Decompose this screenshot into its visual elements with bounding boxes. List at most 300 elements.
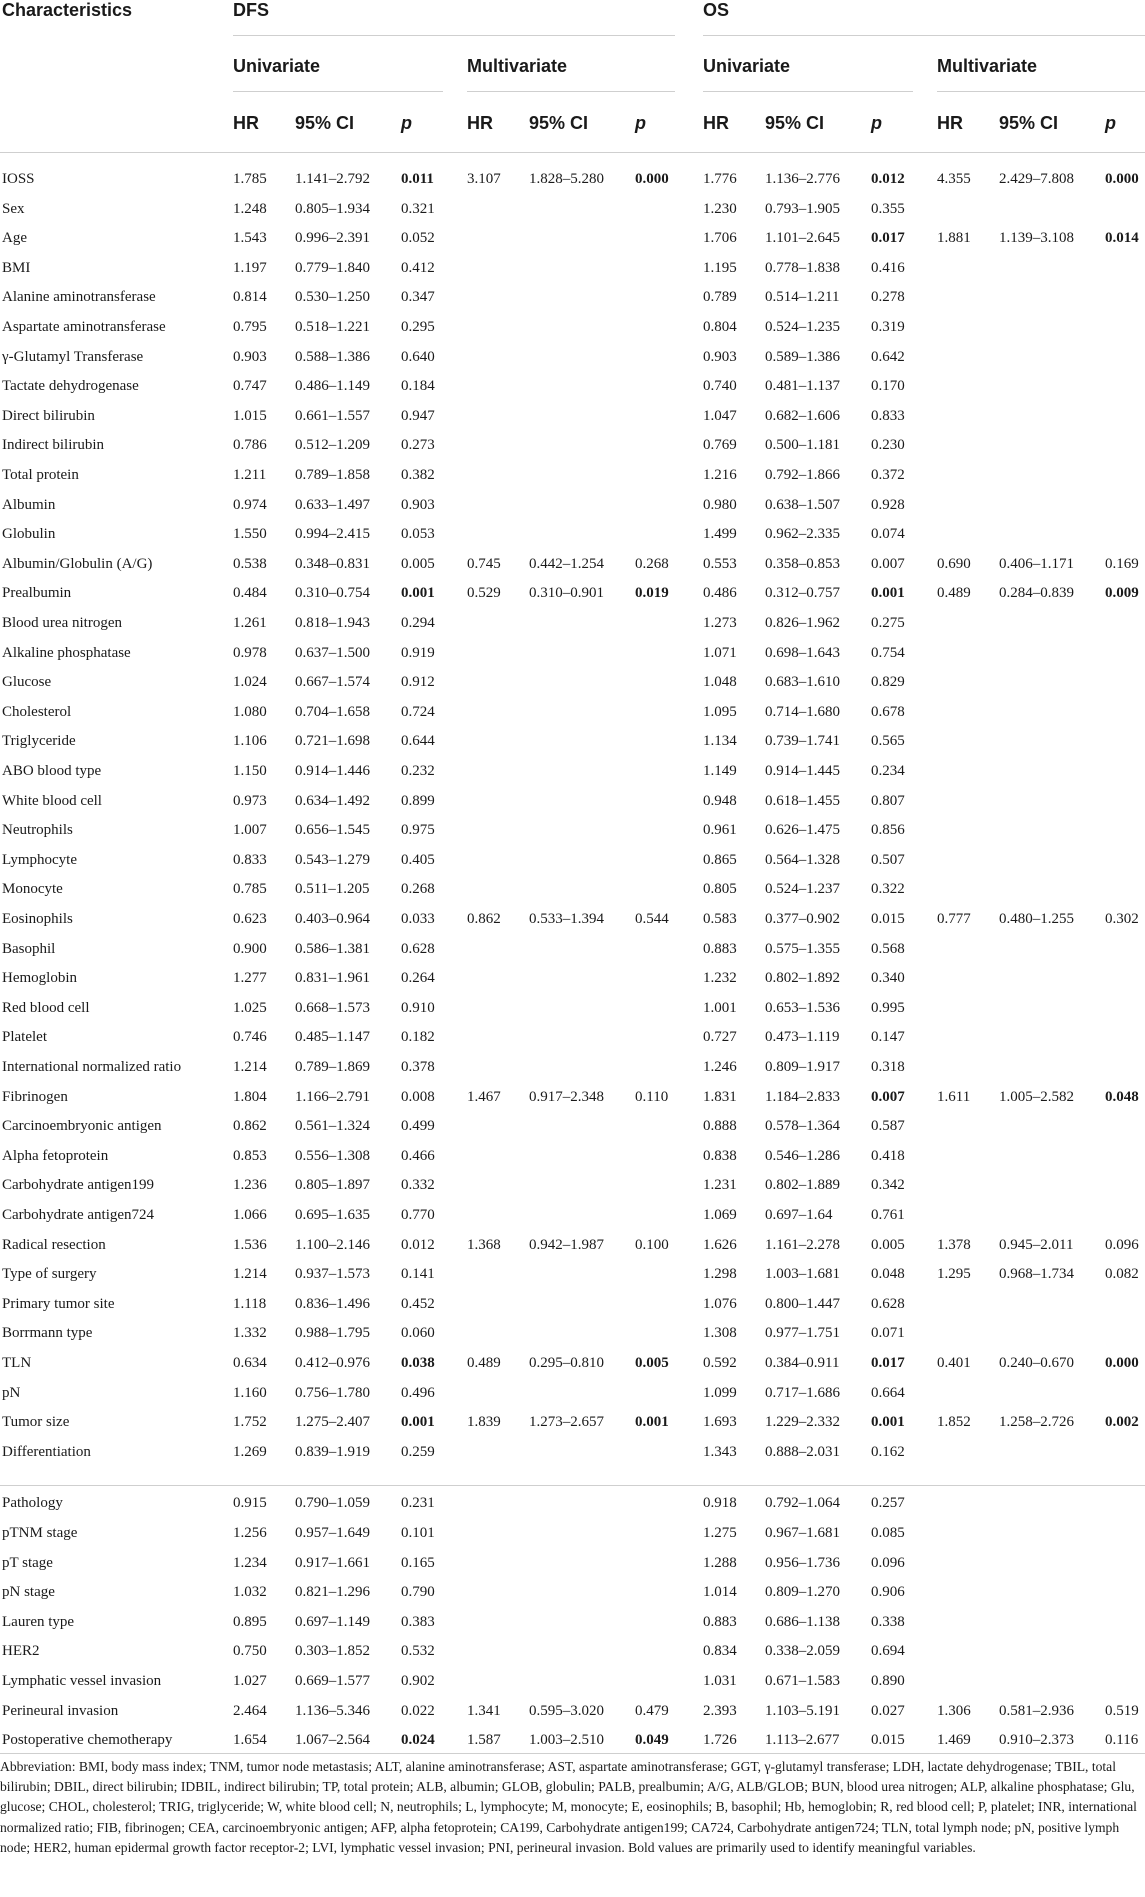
u1-p-cell: 0.644 (401, 733, 435, 750)
row-label: Alkaline phosphatase (2, 644, 131, 661)
row-label: ABO blood type (2, 763, 102, 779)
u1-ci-cell: 0.957–1.649 (295, 1525, 370, 1541)
u2-p-cell: 0.001 (871, 585, 905, 602)
table-row (0, 342, 1145, 371)
u2-p-cell: 0.418 (871, 1147, 905, 1164)
u1-p-cell: 0.947 (401, 407, 435, 424)
rule-os-group (703, 35, 1145, 36)
u1-ci-cell: 0.661–1.557 (295, 407, 370, 424)
u1-ci-cell: 0.704–1.658 (295, 703, 370, 720)
u2-hr-cell: 1.048 (703, 674, 737, 691)
table-row (0, 1200, 1145, 1229)
row-label: Hemoglobin (2, 970, 77, 987)
u2-ci-cell: 0.686–1.138 (765, 1613, 840, 1630)
table-row (0, 1437, 1145, 1466)
u1-ci-cell: 0.836–1.496 (295, 1295, 370, 1312)
u1-ci-cell: 0.994–2.415 (295, 526, 370, 543)
u2-hr-cell: 1.216 (703, 467, 737, 483)
u2-ci-cell: 0.578–1.364 (765, 1118, 840, 1135)
u1-p-cell: 0.008 (401, 1088, 435, 1105)
u1-p-cell: 0.903 (401, 496, 435, 513)
table-row (0, 1548, 1145, 1577)
m2-ci-cell: 2.429–7.808 (999, 171, 1074, 187)
rule-dfs-multivariate (467, 91, 675, 92)
row-label: Basophil (2, 940, 56, 957)
u1-ci-cell: 0.543–1.279 (295, 851, 370, 868)
u2-ci-cell: 0.626–1.475 (765, 822, 840, 839)
row-label: Age (2, 230, 27, 247)
u1-hr-cell: 1.543 (233, 230, 267, 247)
u1-ci-cell: 0.789–1.858 (295, 467, 370, 483)
u1-p-cell: 0.001 (401, 1414, 435, 1431)
m1-p-cell: 0.268 (635, 555, 669, 572)
row-label: Alanine aminotransferase (2, 289, 156, 306)
subheader-hr: HR (937, 113, 963, 133)
u2-p-cell: 0.048 (871, 1266, 905, 1283)
u2-hr-cell: 0.883 (703, 940, 737, 957)
row-label: TLN (2, 1355, 32, 1371)
u1-p-cell: 0.232 (401, 763, 435, 779)
u2-p-cell: 0.017 (871, 1355, 905, 1371)
table-row (0, 608, 1145, 637)
u1-ci-cell: 1.166–2.791 (295, 1088, 370, 1105)
m2-hr-cell: 1.469 (937, 1732, 971, 1749)
u2-p-cell: 0.342 (871, 1177, 905, 1194)
u2-ci-cell: 1.003–1.681 (765, 1266, 840, 1283)
m1-ci-cell: 1.273–2.657 (529, 1414, 604, 1431)
u1-p-cell: 0.912 (401, 674, 435, 691)
m2-ci-cell: 0.581–2.936 (999, 1702, 1074, 1719)
u1-p-cell: 0.182 (401, 1029, 435, 1046)
u2-p-cell: 0.678 (871, 703, 905, 720)
row-label: Glucose (2, 674, 52, 691)
u2-p-cell: 0.085 (871, 1525, 905, 1541)
u1-hr-cell: 1.150 (233, 763, 267, 779)
row-label: Primary tumor site (2, 1295, 115, 1312)
row-label: Tumor size (2, 1414, 70, 1431)
header-dfs: DFS (233, 0, 269, 20)
m1-hr-cell: 0.489 (467, 1355, 501, 1371)
m2-hr-cell: 1.295 (937, 1266, 971, 1283)
table-row (0, 1230, 1145, 1259)
u2-p-cell: 0.565 (871, 733, 905, 750)
u2-p-cell: 0.856 (871, 822, 905, 839)
table-row (0, 1289, 1145, 1318)
u1-ci-cell: 0.756–1.780 (295, 1384, 370, 1401)
u2-hr-cell: 0.883 (703, 1613, 737, 1630)
table-row (0, 1666, 1145, 1695)
u2-p-cell: 0.754 (871, 644, 905, 661)
m1-p-cell: 0.544 (635, 911, 669, 927)
header-dfs-univariate: Univariate (233, 56, 321, 76)
u2-hr-cell: 1.288 (703, 1554, 737, 1571)
m1-ci-cell: 0.917–2.348 (529, 1088, 604, 1105)
u2-hr-cell: 0.980 (703, 496, 737, 513)
u1-ci-cell: 0.634–1.492 (295, 792, 370, 809)
m2-p-cell: 0.519 (1105, 1702, 1139, 1719)
table-row (0, 667, 1145, 696)
u1-hr-cell: 1.248 (233, 200, 267, 217)
u1-p-cell: 0.532 (401, 1643, 435, 1660)
m2-p-cell: 0.002 (1105, 1414, 1139, 1431)
row-label: Pathology (2, 1495, 63, 1512)
u1-hr-cell: 1.214 (233, 1059, 267, 1075)
u1-ci-cell: 1.141–2.792 (295, 171, 370, 187)
u1-hr-cell: 0.785 (233, 881, 267, 898)
u1-p-cell: 0.273 (401, 437, 435, 454)
u1-ci-cell: 0.485–1.147 (295, 1029, 370, 1046)
u2-hr-cell: 0.592 (703, 1355, 737, 1371)
u2-ci-cell: 0.683–1.610 (765, 674, 840, 691)
u2-p-cell: 0.147 (871, 1029, 905, 1046)
table-row (0, 490, 1145, 519)
table-row (0, 904, 1145, 933)
u2-hr-cell: 0.769 (703, 437, 737, 454)
u2-ci-cell: 1.184–2.833 (765, 1088, 840, 1105)
u2-hr-cell: 1.706 (703, 230, 737, 247)
table-row (0, 726, 1145, 755)
table-row (0, 223, 1145, 252)
u2-p-cell: 0.275 (871, 615, 905, 631)
u1-hr-cell: 1.277 (233, 970, 267, 987)
u1-ci-cell: 0.805–1.934 (295, 200, 370, 217)
u2-ci-cell: 0.800–1.447 (765, 1295, 840, 1312)
subheader-ci: 95% CI (765, 113, 825, 133)
u2-ci-cell: 0.575–1.355 (765, 940, 840, 957)
u2-ci-cell: 0.714–1.680 (765, 703, 840, 720)
u2-ci-cell: 0.682–1.606 (765, 407, 840, 424)
u2-p-cell: 0.507 (871, 851, 905, 868)
u1-hr-cell: 1.118 (233, 1295, 267, 1312)
row-label: Alpha fetoprotein (2, 1147, 109, 1164)
m1-hr-cell: 0.529 (467, 585, 501, 602)
u1-p-cell: 0.022 (401, 1702, 435, 1719)
u1-p-cell: 0.141 (401, 1266, 435, 1283)
u1-p-cell: 0.001 (401, 585, 435, 602)
m2-ci-cell: 1.139–3.108 (999, 230, 1074, 247)
m2-ci-cell: 0.945–2.011 (999, 1236, 1074, 1253)
u1-ci-cell: 1.136–5.346 (295, 1702, 370, 1719)
header-characteristics: Characteristics (2, 0, 133, 20)
u1-hr-cell: 0.750 (233, 1643, 267, 1660)
u1-p-cell: 0.412 (401, 259, 435, 276)
u1-hr-cell: 1.804 (233, 1088, 267, 1105)
u2-hr-cell: 1.047 (703, 407, 737, 424)
u2-hr-cell: 1.230 (703, 200, 737, 217)
u2-p-cell: 0.807 (871, 792, 905, 809)
rule-table-bottom (0, 1753, 1145, 1754)
u2-ci-cell: 0.809–1.270 (765, 1584, 840, 1601)
u2-p-cell: 0.230 (871, 437, 905, 454)
table-row (0, 253, 1145, 282)
u2-ci-cell: 1.101–2.645 (765, 230, 840, 247)
u2-ci-cell: 0.778–1.838 (765, 259, 840, 276)
u2-hr-cell: 1.626 (703, 1236, 737, 1253)
subheader-hr: HR (703, 113, 729, 133)
u1-hr-cell: 1.197 (233, 259, 267, 276)
u1-p-cell: 0.378 (401, 1059, 435, 1075)
u2-hr-cell: 1.343 (703, 1443, 737, 1460)
u2-hr-cell: 0.727 (703, 1029, 737, 1046)
table-row (0, 1577, 1145, 1606)
row-label: IOSS (2, 171, 35, 187)
row-label: Carbohydrate antigen199 (2, 1177, 155, 1194)
u2-p-cell: 0.694 (871, 1643, 905, 1660)
row-label: Differentiation (2, 1443, 91, 1460)
u1-hr-cell: 1.269 (233, 1443, 267, 1460)
table-row (0, 1488, 1145, 1517)
row-label: Sex (2, 200, 25, 217)
u2-ci-cell: 0.809–1.917 (765, 1059, 840, 1075)
u2-ci-cell: 0.618–1.455 (765, 792, 840, 809)
u2-ci-cell: 0.967–1.681 (765, 1525, 840, 1541)
m2-p-cell: 0.116 (1105, 1732, 1139, 1749)
u2-p-cell: 0.761 (871, 1207, 905, 1223)
m1-hr-cell: 1.587 (467, 1732, 501, 1749)
u1-p-cell: 0.259 (401, 1443, 435, 1460)
u1-p-cell: 0.466 (401, 1147, 435, 1164)
u1-hr-cell: 1.332 (233, 1325, 267, 1342)
u2-p-cell: 0.372 (871, 467, 905, 483)
u2-hr-cell: 1.069 (703, 1207, 737, 1223)
m2-ci-cell: 1.005–2.582 (999, 1088, 1074, 1105)
u1-ci-cell: 0.556–1.308 (295, 1147, 370, 1164)
m1-hr-cell: 3.107 (467, 171, 501, 187)
table-row (0, 312, 1145, 341)
u1-hr-cell: 1.027 (233, 1673, 267, 1689)
u2-ci-cell: 0.717–1.686 (765, 1384, 840, 1401)
m1-hr-cell: 1.368 (467, 1236, 501, 1253)
u1-p-cell: 0.640 (401, 348, 435, 365)
row-label: Radical resection (2, 1236, 106, 1253)
row-label: pTNM stage (2, 1525, 78, 1541)
u1-ci-cell: 0.790–1.059 (295, 1495, 370, 1512)
m1-p-cell: 0.001 (635, 1414, 669, 1431)
m1-ci-cell: 0.310–0.901 (529, 585, 604, 602)
u2-ci-cell: 0.638–1.507 (765, 496, 840, 513)
u1-p-cell: 0.053 (401, 526, 435, 543)
u1-ci-cell: 0.831–1.961 (295, 970, 370, 987)
u2-hr-cell: 1.231 (703, 1177, 737, 1194)
u1-hr-cell: 0.634 (233, 1355, 267, 1371)
table-row (0, 1725, 1145, 1754)
header-os-univariate: Univariate (703, 56, 791, 76)
table-row (0, 549, 1145, 578)
u2-p-cell: 0.027 (871, 1702, 905, 1719)
u1-hr-cell: 0.833 (233, 851, 267, 868)
u1-p-cell: 0.790 (401, 1584, 435, 1601)
u1-hr-cell: 0.814 (233, 289, 267, 306)
u2-ci-cell: 0.377–0.902 (765, 911, 840, 927)
u1-ci-cell: 0.303–1.852 (295, 1643, 370, 1660)
subheader-hr: HR (233, 113, 259, 133)
m2-p-cell: 0.048 (1105, 1088, 1139, 1105)
u2-p-cell: 0.628 (871, 1295, 905, 1312)
u2-hr-cell: 1.776 (703, 171, 737, 187)
u1-ci-cell: 0.914–1.446 (295, 763, 370, 779)
row-label: Fibrinogen (2, 1088, 68, 1105)
u1-hr-cell: 1.654 (233, 1732, 267, 1749)
u1-p-cell: 0.724 (401, 703, 435, 720)
u1-ci-cell: 0.348–0.831 (295, 555, 370, 572)
m1-hr-cell: 0.745 (467, 555, 501, 572)
u1-ci-cell: 0.668–1.573 (295, 999, 370, 1016)
u1-p-cell: 0.899 (401, 792, 435, 809)
row-label: pN stage (2, 1584, 55, 1601)
u1-hr-cell: 0.795 (233, 319, 267, 335)
m1-hr-cell: 0.862 (467, 911, 501, 927)
u2-ci-cell: 0.384–0.911 (765, 1355, 840, 1371)
u2-hr-cell: 1.232 (703, 970, 737, 987)
rule-dfs-group (233, 35, 675, 36)
table-row (0, 638, 1145, 667)
rule-dfs-univariate (233, 91, 443, 92)
row-label: Lauren type (2, 1613, 75, 1630)
u2-hr-cell: 0.961 (703, 822, 737, 839)
u2-hr-cell: 1.195 (703, 259, 737, 276)
u2-p-cell: 0.587 (871, 1118, 905, 1135)
u1-p-cell: 0.033 (401, 911, 435, 927)
u1-p-cell: 0.060 (401, 1325, 435, 1342)
row-label: Lymphatic vessel invasion (2, 1673, 162, 1689)
u2-hr-cell: 0.553 (703, 555, 737, 572)
row-label: Platelet (2, 1029, 47, 1046)
u1-hr-cell: 1.015 (233, 407, 267, 424)
table-row (0, 430, 1145, 459)
u1-ci-cell: 0.821–1.296 (295, 1584, 370, 1601)
row-label: Prealbumin (2, 585, 72, 602)
u2-ci-cell: 1.113–2.677 (765, 1732, 840, 1749)
table-row (0, 282, 1145, 311)
row-label: Monocyte (2, 881, 63, 898)
u2-p-cell: 0.015 (871, 911, 905, 927)
table-row (0, 1170, 1145, 1199)
row-label: γ-Glutamyl Transferase (2, 348, 144, 365)
u1-p-cell: 0.347 (401, 289, 435, 306)
u1-hr-cell: 0.974 (233, 496, 267, 513)
u1-ci-cell: 0.917–1.661 (295, 1554, 370, 1571)
u1-ci-cell: 0.805–1.897 (295, 1177, 370, 1194)
u1-p-cell: 0.332 (401, 1177, 435, 1194)
table-row (0, 756, 1145, 785)
u2-hr-cell: 0.486 (703, 585, 737, 602)
u1-ci-cell: 0.512–1.209 (295, 437, 370, 454)
m2-ci-cell: 0.968–1.734 (999, 1266, 1074, 1283)
u2-ci-cell: 0.977–1.751 (765, 1325, 840, 1342)
u1-hr-cell: 0.978 (233, 644, 267, 661)
u2-p-cell: 0.995 (871, 999, 905, 1016)
rule-os-multivariate (937, 91, 1145, 92)
u2-p-cell: 0.833 (871, 407, 905, 424)
u1-p-cell: 0.628 (401, 940, 435, 957)
m2-ci-cell: 1.258–2.726 (999, 1414, 1074, 1431)
u2-p-cell: 0.319 (871, 319, 905, 335)
u1-p-cell: 0.919 (401, 644, 435, 661)
row-label: Blood urea nitrogen (2, 615, 122, 631)
u1-hr-cell: 2.464 (233, 1702, 267, 1719)
u1-hr-cell: 0.862 (233, 1118, 267, 1135)
subheader-p: p (401, 113, 412, 133)
u1-ci-cell: 0.988–1.795 (295, 1325, 370, 1342)
rule-os-univariate (703, 91, 913, 92)
u2-ci-cell: 0.312–0.757 (765, 585, 840, 602)
u1-hr-cell: 1.785 (233, 171, 267, 187)
u1-p-cell: 0.405 (401, 851, 435, 868)
u2-ci-cell: 1.136–2.776 (765, 171, 840, 187)
u2-hr-cell: 1.099 (703, 1384, 737, 1401)
u1-p-cell: 0.264 (401, 970, 435, 987)
u2-p-cell: 0.829 (871, 674, 905, 691)
m2-ci-cell: 0.910–2.373 (999, 1732, 1074, 1749)
u2-ci-cell: 0.792–1.866 (765, 467, 840, 483)
row-label: Globulin (2, 526, 56, 543)
u1-hr-cell: 0.895 (233, 1613, 267, 1630)
u2-ci-cell: 0.500–1.181 (765, 437, 840, 454)
u2-ci-cell: 1.161–2.278 (765, 1236, 840, 1253)
u2-ci-cell: 0.802–1.889 (765, 1177, 840, 1194)
u1-ci-cell: 0.530–1.250 (295, 289, 370, 306)
u2-ci-cell: 0.653–1.536 (765, 999, 840, 1016)
subheader-hr: HR (467, 113, 493, 133)
u2-hr-cell: 1.831 (703, 1088, 737, 1105)
u1-p-cell: 0.101 (401, 1525, 435, 1541)
u2-ci-cell: 0.826–1.962 (765, 615, 840, 631)
u1-ci-cell: 0.588–1.386 (295, 348, 370, 365)
m2-hr-cell: 1.852 (937, 1414, 971, 1431)
table-row (0, 1052, 1145, 1081)
u2-ci-cell: 0.793–1.905 (765, 200, 840, 217)
header-dfs-multivariate: Multivariate (467, 56, 568, 76)
row-label: Direct bilirubin (2, 407, 95, 424)
u2-ci-cell: 1.229–2.332 (765, 1414, 840, 1431)
u2-hr-cell: 1.014 (703, 1584, 737, 1601)
row-label: pT stage (2, 1554, 53, 1571)
row-label: Eosinophils (2, 911, 73, 927)
row-label: Total protein (2, 467, 79, 483)
m1-p-cell: 0.100 (635, 1236, 669, 1253)
m2-ci-cell: 0.406–1.171 (999, 555, 1074, 572)
subheader-ci: 95% CI (295, 113, 355, 133)
table-row (0, 963, 1145, 992)
u2-hr-cell: 1.499 (703, 526, 737, 543)
u2-p-cell: 0.257 (871, 1495, 905, 1512)
row-label: Borrmann type (2, 1325, 93, 1342)
u1-ci-cell: 1.100–2.146 (295, 1236, 370, 1253)
u2-hr-cell: 1.273 (703, 615, 737, 631)
u1-hr-cell: 0.900 (233, 940, 267, 957)
table-row (0, 1607, 1145, 1636)
row-label: Red blood cell (2, 999, 90, 1016)
m1-hr-cell: 1.467 (467, 1088, 501, 1105)
subheader-p: p (871, 113, 882, 133)
u2-ci-cell: 0.962–2.335 (765, 526, 840, 543)
u2-p-cell: 0.015 (871, 1732, 905, 1749)
u2-p-cell: 0.007 (871, 1088, 905, 1105)
table-row (0, 1082, 1145, 1111)
u1-ci-cell: 0.669–1.577 (295, 1673, 370, 1689)
table-row (0, 1111, 1145, 1140)
m2-p-cell: 0.009 (1105, 585, 1139, 602)
u1-hr-cell: 1.024 (233, 674, 267, 691)
m1-p-cell: 0.110 (635, 1088, 669, 1105)
u1-ci-cell: 0.310–0.754 (295, 585, 370, 602)
table-row (0, 1259, 1145, 1288)
u1-hr-cell: 0.746 (233, 1029, 267, 1046)
u1-ci-cell: 0.637–1.500 (295, 644, 370, 661)
u2-hr-cell: 1.298 (703, 1266, 737, 1283)
u1-p-cell: 0.024 (401, 1732, 435, 1749)
u1-ci-cell: 0.721–1.698 (295, 733, 370, 750)
